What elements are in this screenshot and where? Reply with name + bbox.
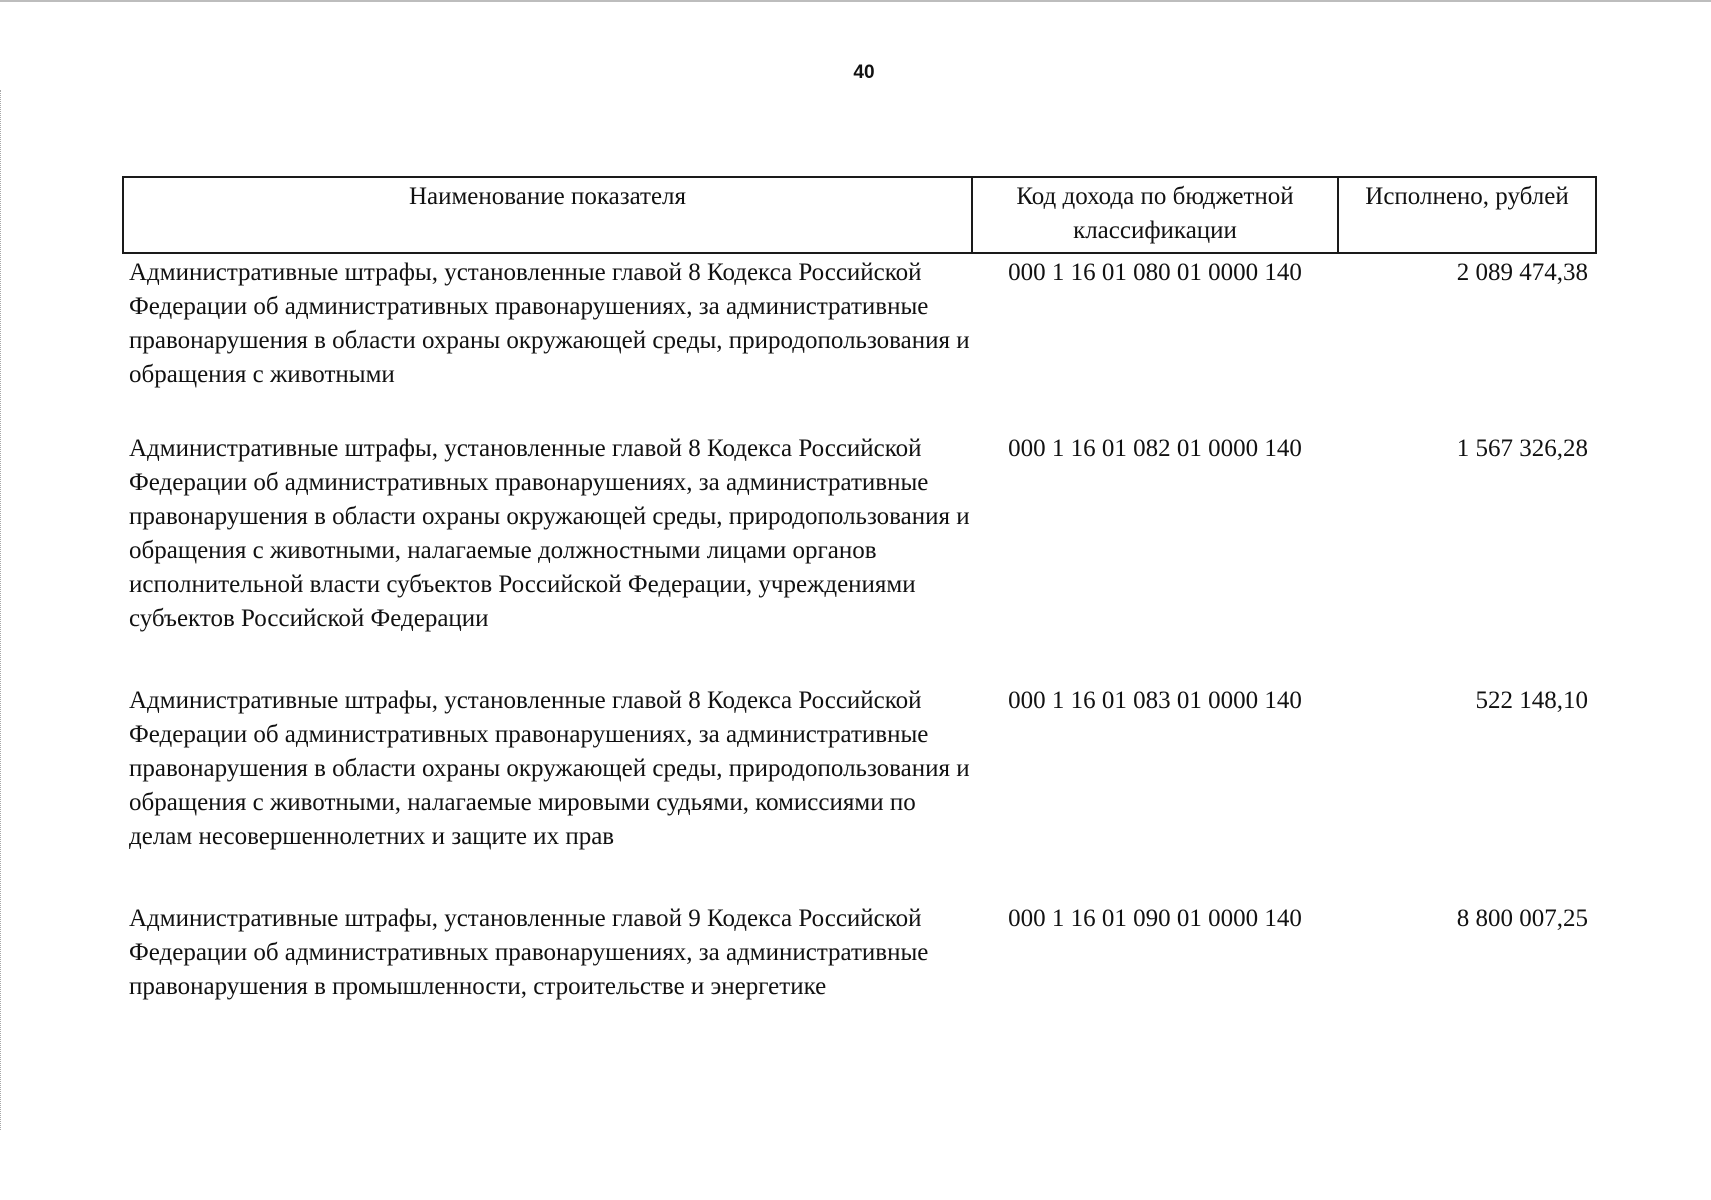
scan-edge-top xyxy=(0,0,1711,2)
row-executed-amount: 2 089 474,38 xyxy=(1456,259,1588,286)
row-indicator-name: Административные штрафы, установленные главой 8 Кодекса Российской Федерации об административных правонарушениях, за административные правонарушения в области охраны окружающей среды, природопользования и обращения с животными xyxy=(129,259,970,388)
row-executed-amount: 8 800 007,25 xyxy=(1456,905,1588,932)
header-revenue-code: Код дохода по бюджетной классификации xyxy=(972,177,1338,253)
row-indicator-name: Административные штрафы, установленные главой 8 Кодекса Российской Федерации об административных правонарушениях, за административные правонарушения в области охраны окружающей среды, природопользования и обращения с животными, налагаемые мировыми судьями, комиссиями по делам несовершеннолетних и защите их прав xyxy=(129,687,970,850)
row-indicator-name: Административные штрафы, установленные главой 8 Кодекса Российской Федерации об административных правонарушениях, за административные правонарушения в области охраны окружающей среды, природопользования и обращения с животными, налагаемые должностными лицами органов исполнительной власти субъектов Российской Федерации, учреждениями субъектов Российской Федерации xyxy=(129,435,970,632)
header-indicator-name: Наименование показателя xyxy=(123,177,972,253)
table-header-row xyxy=(123,177,1596,253)
table-row xyxy=(123,430,1596,682)
row-indicator-name: Административные штрафы, установленные главой 9 Кодекса Российской Федерации об административных правонарушениях, за административные правонарушения в промышленности, строительстве и энергетике xyxy=(129,905,929,1000)
row-revenue-code: 000 1 16 01 083 01 0000 140 xyxy=(1008,687,1302,714)
page-number: 40 xyxy=(853,62,875,83)
row-revenue-code: 000 1 16 01 080 01 0000 140 xyxy=(1008,259,1302,286)
table-row xyxy=(123,253,1596,430)
table-row xyxy=(123,900,1596,1042)
row-executed-amount: 1 567 326,28 xyxy=(1456,435,1588,462)
revenue-table xyxy=(122,176,1597,1042)
row-executed-amount: 522 148,10 xyxy=(1475,687,1588,714)
row-revenue-code: 000 1 16 01 090 01 0000 140 xyxy=(1008,905,1302,932)
scan-edge-left xyxy=(0,90,4,1130)
header-executed-amount: Исполнено, рублей xyxy=(1338,177,1596,253)
row-revenue-code: 000 1 16 01 082 01 0000 140 xyxy=(1008,435,1302,462)
table-row xyxy=(123,682,1596,900)
